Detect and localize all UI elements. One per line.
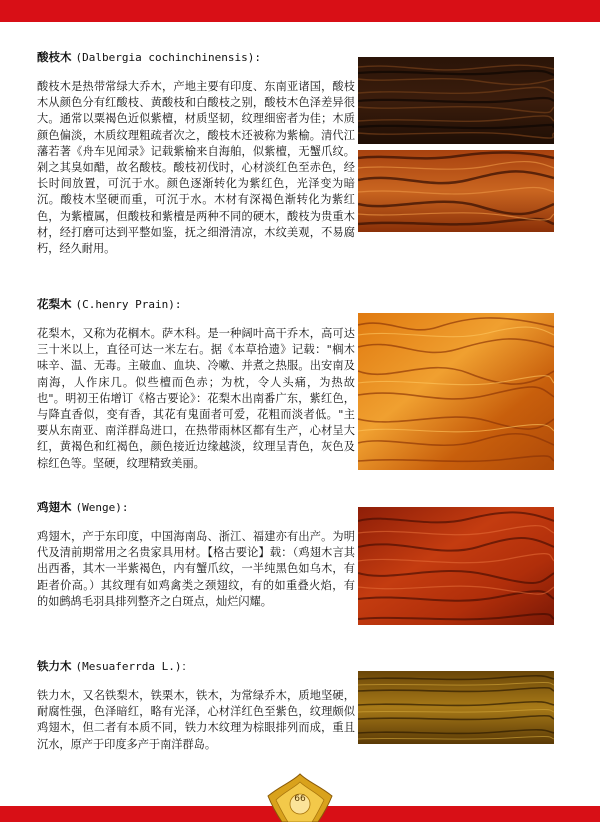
section-title: 花梨木 (C.henry Prain): — [37, 297, 182, 311]
section-tieli — [37, 659, 355, 753]
section-huali — [37, 297, 355, 472]
section-body: 铁力木，又名铁梨木，铁栗木，铁木，为常绿乔木，质地坚硬，耐腐性强，色泽暗红，略有光泽，心材洋红色至紫色，纹理颇似鸡翅木，但二者有本质不同，铁力木纹理为棕眼排列而成，重且沉水，原产于印度多产于南洋群岛。 — [37, 689, 355, 751]
section-suanzhi — [37, 50, 355, 257]
section-body: 酸枝木是热带常绿大乔木，产地主要有印度、东南亚诸国，酸枝木从颜色分有红酸枝、黄酸枝和白酸枝之别，酸枝木色泽差异很大。通常以粟褐色近似紫檀，材质坚韧，纹理细密者为佳；木质颜色偏淡，木质纹理粗疏者次之，酸枝木还被称为紫榆。清代江藩若著《舟车见闻录》记载紫榆来自海舶，似紫檀，无蟹爪纹。剁之其臭如醋，故名酸枝。酸枝初伐时，心材淡红色至赤色，经长时间放置，可沉于水。颜色逐渐转化为紫红色，光泽变为暗沉。酸枝木坚硬而重，可沉于水。木材有深褐色渐转化为紫红色，为紫檀属，但酸枝和紫檀是两种不同的硬木，酸枝为贵重木材，经打磨可达到平整如鉴，抚之细滑清凉，木纹美观，不易腐朽，经久耐用。 — [37, 80, 355, 256]
page-number: 66 — [294, 794, 306, 804]
section-title: 铁力木 (Mesuaferrda L.)： — [37, 659, 193, 673]
section-body: 鸡翅木，产于东印度，中国海南岛、浙江、福建亦有出产。为明代及清前期常用之名贵家具用材。【格古要论】载：（鸡翅木言其出西番，其木一半紫褐色，内有蟹爪纹，一半纯黑色如乌木，有距者价高。）其纹理有如鸡禽类之颈翅纹，有的如重叠火焰，有的如鹧鸪毛羽具排列整齐之白斑点，灿烂闪耀。 — [37, 530, 355, 608]
jichi-wood-image — [358, 507, 554, 625]
section-title: 鸡翅木 (Wenge): — [37, 500, 129, 514]
page-number-badge — [262, 772, 338, 822]
section-title: 酸枝木 (Dalbergia cochinchinensis): — [37, 50, 261, 64]
top-red-band — [0, 0, 600, 22]
tieli-wood-image — [358, 671, 554, 744]
section-jichi — [37, 500, 355, 610]
suanzhi-dark-wood-image — [358, 57, 554, 144]
section-body: 花梨木，又称为花榈木。萨木科。是一种阔叶高干乔木，高可达三十米以上，直径可达一米左右。据《本草拾遗》记载："榈木味辛、温、无毒。主破血、血块、冷嗽、并煮之热服。出安南及南海，人作床几。似些檀而色赤；为枕，令人头痛，为热故也"。明初王佑增订《格古要论》：花梨木出南番广东，紫红色，与降直香似，变有香，其花有鬼面者可爱，花粗而淡者低。"主要从东南亚、南洋群岛进口，在热带雨林区都有生产，心材呈大红，黄褐色和红褐色，颜色接近边缘越淡，纹理呈青色，灰色及棕红色等。坚硬，纹理精致美丽。 — [37, 327, 355, 470]
huali-wood-image — [358, 313, 554, 470]
suanzhi-red-wood-image — [358, 150, 554, 232]
